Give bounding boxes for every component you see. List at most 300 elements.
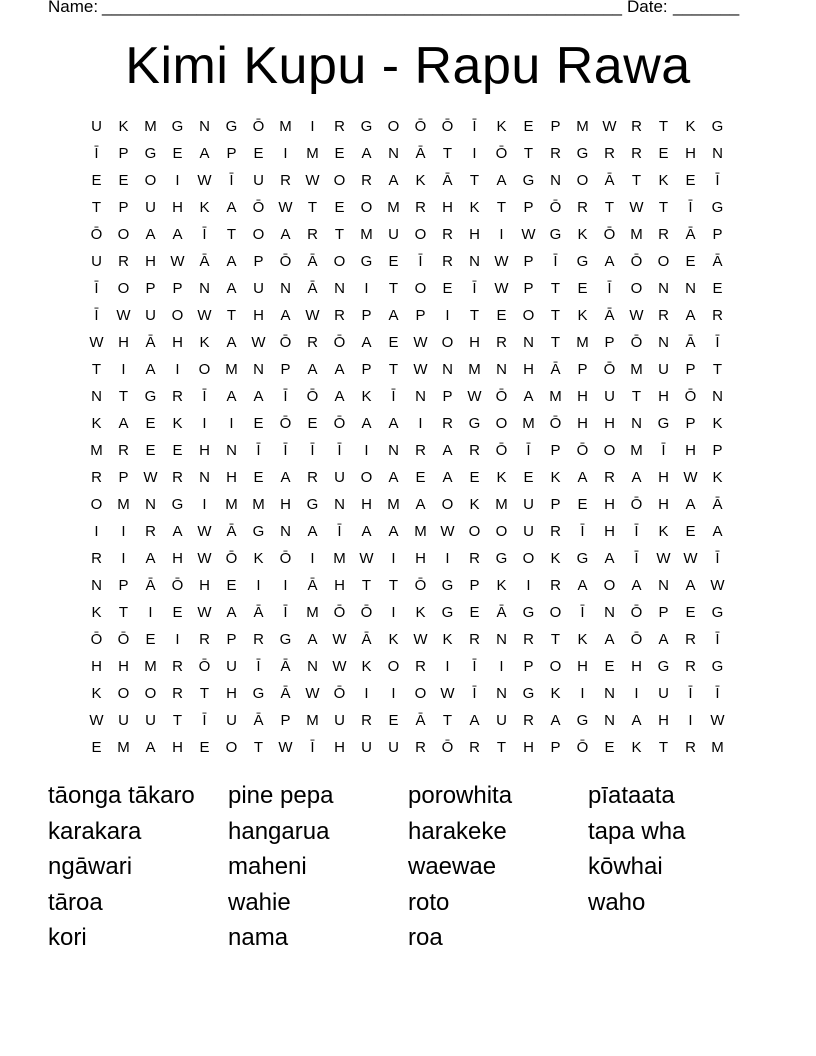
grid-letter: M bbox=[630, 226, 643, 243]
grid-letter: O bbox=[333, 172, 346, 189]
grid-letter: M bbox=[630, 361, 643, 378]
grid-letter: U bbox=[388, 739, 399, 756]
grid-letter: O bbox=[198, 361, 211, 378]
grid-letter: Ā bbox=[415, 145, 426, 162]
grid-letter: Ā bbox=[253, 604, 264, 621]
grid-letter: P bbox=[172, 280, 183, 297]
grid-letter: Ō bbox=[441, 118, 454, 135]
grid-letter: W bbox=[278, 199, 293, 216]
grid-letter: R bbox=[631, 145, 642, 162]
grid-letter: Ō bbox=[306, 388, 319, 405]
grid-letter: I bbox=[445, 658, 450, 675]
grid-letter: W bbox=[197, 550, 212, 567]
grid-row bbox=[83, 464, 731, 491]
grid-letter: N bbox=[658, 334, 669, 351]
word-list-item: maheni bbox=[228, 853, 307, 880]
grid-letter: N bbox=[199, 118, 210, 135]
grid-letter: U bbox=[658, 361, 669, 378]
grid-letter: O bbox=[144, 685, 157, 702]
grid-letter: P bbox=[280, 361, 291, 378]
grid-letter: O bbox=[117, 226, 130, 243]
grid-letter: Ō bbox=[360, 604, 373, 621]
grid-letter: M bbox=[144, 118, 157, 135]
grid-letter: P bbox=[118, 145, 129, 162]
grid-letter: Ī bbox=[418, 253, 423, 270]
grid-letter: P bbox=[442, 388, 453, 405]
grid-letter: K bbox=[415, 172, 426, 189]
grid-letter: T bbox=[442, 712, 453, 729]
date-blank-line: _______ bbox=[673, 0, 740, 16]
grid-letter: N bbox=[604, 712, 615, 729]
grid-letter: E bbox=[91, 172, 102, 189]
grid-letter: A bbox=[145, 550, 156, 567]
grid-row bbox=[83, 302, 731, 329]
name-blank-line: _______________________________________________________ bbox=[102, 0, 623, 16]
grid-row bbox=[83, 680, 731, 707]
grid-letter: O bbox=[90, 496, 103, 513]
grid-letter: R bbox=[361, 712, 372, 729]
grid-letter: A bbox=[442, 469, 453, 486]
grid-letter: Ā bbox=[604, 172, 615, 189]
grid-letter: I bbox=[472, 145, 477, 162]
grid-letter: Ā bbox=[712, 253, 723, 270]
grid-letter: Ō bbox=[279, 550, 292, 567]
grid-letter: Ō bbox=[198, 658, 211, 675]
grid-letter: K bbox=[118, 118, 129, 135]
grid-letter: Ō bbox=[576, 442, 589, 459]
grid-letter: H bbox=[361, 496, 372, 513]
grid-letter: W bbox=[494, 280, 509, 297]
grid-letter: K bbox=[361, 388, 372, 405]
grid-letter: P bbox=[550, 496, 561, 513]
grid-letter: R bbox=[172, 685, 183, 702]
grid-letter: Ī bbox=[607, 280, 612, 297]
grid-letter: E bbox=[577, 496, 588, 513]
grid-row bbox=[83, 383, 731, 410]
grid-letter: T bbox=[253, 739, 264, 756]
grid-letter: I bbox=[688, 712, 693, 729]
grid-letter: E bbox=[172, 145, 183, 162]
grid-letter: W bbox=[197, 172, 212, 189]
grid-letter: T bbox=[199, 685, 210, 702]
grid-letter: Ī bbox=[472, 685, 477, 702]
grid-letter: R bbox=[145, 523, 156, 540]
grid-letter: A bbox=[604, 550, 615, 567]
grid-row bbox=[83, 437, 731, 464]
grid-letter: G bbox=[171, 118, 184, 135]
grid-letter: T bbox=[658, 118, 669, 135]
grid-letter: K bbox=[415, 604, 426, 621]
grid-letter: Ō bbox=[90, 631, 103, 648]
grid-letter: M bbox=[225, 496, 238, 513]
grid-letter: N bbox=[496, 361, 507, 378]
grid-letter: H bbox=[253, 307, 264, 324]
word-list-item: pīataata bbox=[588, 782, 675, 809]
grid-letter: A bbox=[145, 226, 156, 243]
grid-letter: I bbox=[580, 685, 585, 702]
grid-letter: M bbox=[549, 388, 562, 405]
grid-letter: P bbox=[604, 334, 615, 351]
grid-letter: M bbox=[117, 739, 130, 756]
grid-letter: A bbox=[388, 415, 399, 432]
grid-letter: Ō bbox=[630, 604, 643, 621]
grid-letter: I bbox=[364, 280, 369, 297]
word-list-item: kori bbox=[48, 924, 87, 951]
grid-letter: H bbox=[658, 388, 669, 405]
grid-row bbox=[83, 653, 731, 680]
grid-letter: W bbox=[440, 523, 455, 540]
grid-letter: T bbox=[388, 577, 399, 594]
grid-letter: W bbox=[116, 307, 131, 324]
grid-letter: Ā bbox=[226, 523, 237, 540]
grid-letter: U bbox=[253, 280, 264, 297]
grid-letter: M bbox=[414, 523, 427, 540]
grid-letter: U bbox=[91, 118, 102, 135]
grid-letter: Ī bbox=[337, 523, 342, 540]
grid-letter: H bbox=[280, 496, 291, 513]
grid-letter: T bbox=[91, 199, 102, 216]
grid-letter: Ā bbox=[307, 280, 318, 297]
word-list-item: pine pepa bbox=[228, 782, 334, 809]
grid-letter: M bbox=[387, 496, 400, 513]
grid-letter: U bbox=[523, 496, 534, 513]
grid-letter: N bbox=[91, 388, 102, 405]
grid-letter: W bbox=[413, 361, 428, 378]
grid-letter: Ā bbox=[307, 577, 318, 594]
grid-letter: N bbox=[496, 631, 507, 648]
grid-letter: R bbox=[550, 577, 561, 594]
grid-letter: T bbox=[550, 280, 561, 297]
grid-letter: I bbox=[364, 442, 369, 459]
grid-letter: W bbox=[143, 469, 158, 486]
word-list-item: tapa wha bbox=[588, 817, 686, 845]
grid-letter: E bbox=[253, 415, 264, 432]
grid-letter: A bbox=[334, 361, 345, 378]
grid-letter: P bbox=[523, 253, 534, 270]
grid-letter: W bbox=[305, 172, 320, 189]
grid-letter: Ō bbox=[495, 442, 508, 459]
grid-letter: G bbox=[549, 226, 562, 243]
grid-letter: Ā bbox=[199, 253, 210, 270]
grid-letter: P bbox=[712, 442, 723, 459]
grid-letter: O bbox=[549, 658, 562, 675]
grid-letter: H bbox=[118, 658, 129, 675]
grid-letter: A bbox=[307, 631, 318, 648]
grid-letter: N bbox=[631, 415, 642, 432]
grid-letter: I bbox=[121, 523, 126, 540]
grid-letter: H bbox=[145, 253, 156, 270]
grid-letter: I bbox=[94, 523, 99, 540]
grid-letter: W bbox=[197, 604, 212, 621]
grid-letter: O bbox=[360, 469, 373, 486]
name-label: Name: bbox=[48, 0, 99, 16]
grid-letter: W bbox=[656, 550, 671, 567]
grid-letter: R bbox=[523, 712, 534, 729]
grid-letter: N bbox=[712, 145, 723, 162]
grid-letter: T bbox=[91, 361, 102, 378]
grid-letter: T bbox=[712, 361, 723, 378]
grid-letter: R bbox=[658, 307, 669, 324]
grid-row bbox=[83, 545, 731, 572]
grid-letter: O bbox=[414, 280, 427, 297]
grid-letter: A bbox=[388, 469, 399, 486]
grid-letter: R bbox=[469, 550, 480, 567]
grid-letter: U bbox=[523, 523, 534, 540]
grid-letter: P bbox=[712, 226, 723, 243]
grid-letter: W bbox=[494, 253, 509, 270]
grid-letter: E bbox=[712, 280, 723, 297]
grid-letter: A bbox=[631, 577, 642, 594]
grid-letter: H bbox=[442, 199, 453, 216]
grid-letter: A bbox=[172, 523, 183, 540]
grid-letter: Ī bbox=[256, 658, 261, 675]
grid-letter: E bbox=[334, 145, 345, 162]
grid-letter: A bbox=[172, 226, 183, 243]
grid-letter: A bbox=[118, 415, 129, 432]
grid-letter: U bbox=[145, 307, 156, 324]
grid-letter: W bbox=[359, 550, 374, 567]
word-list-item: nama bbox=[228, 924, 289, 951]
grid-letter: P bbox=[280, 712, 291, 729]
grid-letter: I bbox=[175, 361, 180, 378]
grid-row bbox=[83, 329, 731, 356]
grid-letter: E bbox=[469, 604, 480, 621]
grid-letter: I bbox=[499, 658, 504, 675]
grid-letter: G bbox=[252, 685, 265, 702]
grid-letter: Ā bbox=[145, 577, 156, 594]
grid-letter: R bbox=[550, 145, 561, 162]
grid-letter: U bbox=[658, 685, 669, 702]
grid-letter: Ī bbox=[526, 442, 531, 459]
grid-letter: H bbox=[199, 442, 210, 459]
grid-letter: I bbox=[121, 550, 126, 567]
grid-letter: Ō bbox=[117, 631, 130, 648]
grid-letter: Ī bbox=[634, 523, 639, 540]
grid-letter: N bbox=[334, 280, 345, 297]
grid-letter: P bbox=[523, 199, 534, 216]
grid-letter: I bbox=[364, 685, 369, 702]
grid-letter: R bbox=[469, 739, 480, 756]
grid-letter: Ā bbox=[307, 253, 318, 270]
grid-letter: T bbox=[523, 145, 534, 162]
grid-letter: Ō bbox=[576, 739, 589, 756]
grid-letter: U bbox=[226, 712, 237, 729]
grid-letter: R bbox=[604, 469, 615, 486]
grid-letter: K bbox=[712, 415, 723, 432]
grid-letter: A bbox=[199, 145, 210, 162]
grid-letter: A bbox=[415, 496, 426, 513]
grid-letter: R bbox=[685, 658, 696, 675]
grid-letter: G bbox=[711, 604, 724, 621]
grid-letter: Ō bbox=[630, 334, 643, 351]
grid-letter: E bbox=[685, 253, 696, 270]
grid-row bbox=[83, 356, 731, 383]
grid-letter: W bbox=[305, 307, 320, 324]
grid-letter: E bbox=[496, 307, 507, 324]
grid-letter: H bbox=[685, 442, 696, 459]
grid-letter: M bbox=[306, 604, 319, 621]
grid-letter: A bbox=[469, 712, 480, 729]
grid-letter: E bbox=[388, 334, 399, 351]
grid-letter: Ī bbox=[661, 442, 666, 459]
grid-letter: R bbox=[415, 199, 426, 216]
grid-letter: T bbox=[631, 388, 642, 405]
grid-letter: R bbox=[685, 739, 696, 756]
grid-letter: O bbox=[495, 523, 508, 540]
grid-letter: K bbox=[442, 631, 453, 648]
grid-letter: G bbox=[711, 118, 724, 135]
grid-letter: Ō bbox=[414, 118, 427, 135]
grid-letter: W bbox=[332, 631, 347, 648]
grid-letter: K bbox=[685, 118, 696, 135]
grid-letter: I bbox=[634, 685, 639, 702]
grid-letter: Ō bbox=[414, 577, 427, 594]
grid-letter: E bbox=[145, 415, 156, 432]
word-list-item: hangarua bbox=[228, 817, 330, 845]
grid-letter: H bbox=[604, 496, 615, 513]
grid-letter: R bbox=[658, 226, 669, 243]
grid-letter: O bbox=[522, 550, 535, 567]
grid-letter: R bbox=[172, 658, 183, 675]
grid-row bbox=[83, 707, 731, 734]
grid-letter: A bbox=[280, 307, 291, 324]
grid-letter: H bbox=[172, 199, 183, 216]
grid-letter: K bbox=[91, 685, 102, 702]
grid-letter: Ā bbox=[280, 658, 291, 675]
grid-letter: Ī bbox=[283, 442, 288, 459]
grid-letter: A bbox=[145, 361, 156, 378]
grid-letter: I bbox=[202, 415, 207, 432]
grid-letter: O bbox=[360, 199, 373, 216]
grid-letter: T bbox=[496, 199, 507, 216]
grid-letter: G bbox=[522, 604, 535, 621]
grid-letter: A bbox=[631, 469, 642, 486]
grid-letter: E bbox=[523, 469, 534, 486]
grid-letter: G bbox=[225, 118, 238, 135]
grid-letter: Ō bbox=[603, 226, 616, 243]
grid-letter: M bbox=[279, 118, 292, 135]
grid-letter: N bbox=[334, 496, 345, 513]
grid-letter: G bbox=[360, 253, 373, 270]
word-list bbox=[48, 778, 768, 956]
grid-letter: P bbox=[685, 415, 696, 432]
grid-letter: O bbox=[387, 658, 400, 675]
grid-letter: R bbox=[280, 172, 291, 189]
word-search-grid bbox=[83, 113, 731, 761]
grid-letter: O bbox=[495, 415, 508, 432]
grid-letter: K bbox=[91, 415, 102, 432]
grid-letter: P bbox=[550, 739, 561, 756]
grid-letter: Ō bbox=[630, 631, 643, 648]
grid-letter: P bbox=[658, 604, 669, 621]
grid-letter: R bbox=[442, 415, 453, 432]
grid-letter: E bbox=[172, 604, 183, 621]
grid-letter: Ī bbox=[688, 685, 693, 702]
grid-letter: K bbox=[469, 496, 480, 513]
grid-letter: A bbox=[361, 415, 372, 432]
grid-letter: R bbox=[442, 253, 453, 270]
grid-letter: G bbox=[171, 496, 184, 513]
grid-letter: K bbox=[172, 415, 183, 432]
grid-letter: K bbox=[91, 604, 102, 621]
grid-letter: H bbox=[577, 415, 588, 432]
grid-letter: G bbox=[711, 658, 724, 675]
grid-letter: E bbox=[172, 442, 183, 459]
grid-letter: H bbox=[334, 739, 345, 756]
grid-letter: R bbox=[577, 199, 588, 216]
grid-letter: K bbox=[577, 307, 588, 324]
grid-letter: Ī bbox=[472, 280, 477, 297]
grid-letter: R bbox=[91, 469, 102, 486]
grid-letter: Ō bbox=[441, 739, 454, 756]
grid-letter: E bbox=[253, 469, 264, 486]
grid-letter: R bbox=[307, 226, 318, 243]
grid-letter: G bbox=[576, 253, 589, 270]
grid-letter: E bbox=[388, 712, 399, 729]
grid-letter: Ī bbox=[472, 118, 477, 135]
grid-letter: G bbox=[144, 145, 157, 162]
grid-letter: K bbox=[550, 685, 561, 702]
grid-letter: O bbox=[333, 253, 346, 270]
grid-letter: U bbox=[496, 712, 507, 729]
grid-letter: T bbox=[604, 199, 615, 216]
grid-letter: O bbox=[441, 334, 454, 351]
grid-letter: I bbox=[499, 226, 504, 243]
grid-letter: P bbox=[118, 577, 129, 594]
grid-letter: I bbox=[418, 415, 423, 432]
grid-letter: E bbox=[685, 604, 696, 621]
grid-letter: A bbox=[253, 388, 264, 405]
grid-row bbox=[83, 734, 731, 761]
grid-letter: P bbox=[145, 280, 156, 297]
grid-letter: W bbox=[197, 307, 212, 324]
grid-letter: G bbox=[522, 172, 535, 189]
grid-letter: Ī bbox=[688, 199, 693, 216]
grid-letter: I bbox=[175, 172, 180, 189]
grid-letter: A bbox=[685, 307, 696, 324]
grid-letter: W bbox=[89, 334, 104, 351]
grid-letter: R bbox=[172, 469, 183, 486]
grid-letter: N bbox=[199, 469, 210, 486]
grid-letter: R bbox=[469, 631, 480, 648]
grid-letter: H bbox=[631, 658, 642, 675]
grid-letter: W bbox=[440, 685, 455, 702]
grid-letter: R bbox=[334, 118, 345, 135]
grid-letter: M bbox=[252, 496, 265, 513]
grid-letter: A bbox=[361, 334, 372, 351]
grid-letter: W bbox=[602, 118, 617, 135]
grid-letter: Ī bbox=[94, 145, 99, 162]
grid-letter: U bbox=[145, 712, 156, 729]
word-list-item: waewae bbox=[408, 853, 497, 880]
grid-letter: Ō bbox=[333, 685, 346, 702]
grid-letter: K bbox=[658, 172, 669, 189]
grid-letter: M bbox=[333, 550, 346, 567]
grid-letter: I bbox=[445, 307, 450, 324]
grid-letter: U bbox=[361, 739, 372, 756]
grid-letter: Ō bbox=[279, 253, 292, 270]
grid-letter: W bbox=[710, 712, 725, 729]
grid-letter: A bbox=[307, 523, 318, 540]
grid-letter: Ī bbox=[256, 442, 261, 459]
grid-letter: M bbox=[144, 658, 157, 675]
grid-letter: U bbox=[118, 712, 129, 729]
grid-letter: N bbox=[280, 523, 291, 540]
grid-letter: T bbox=[118, 388, 129, 405]
grid-letter: U bbox=[226, 658, 237, 675]
grid-letter: G bbox=[306, 496, 319, 513]
grid-letter: G bbox=[495, 550, 508, 567]
